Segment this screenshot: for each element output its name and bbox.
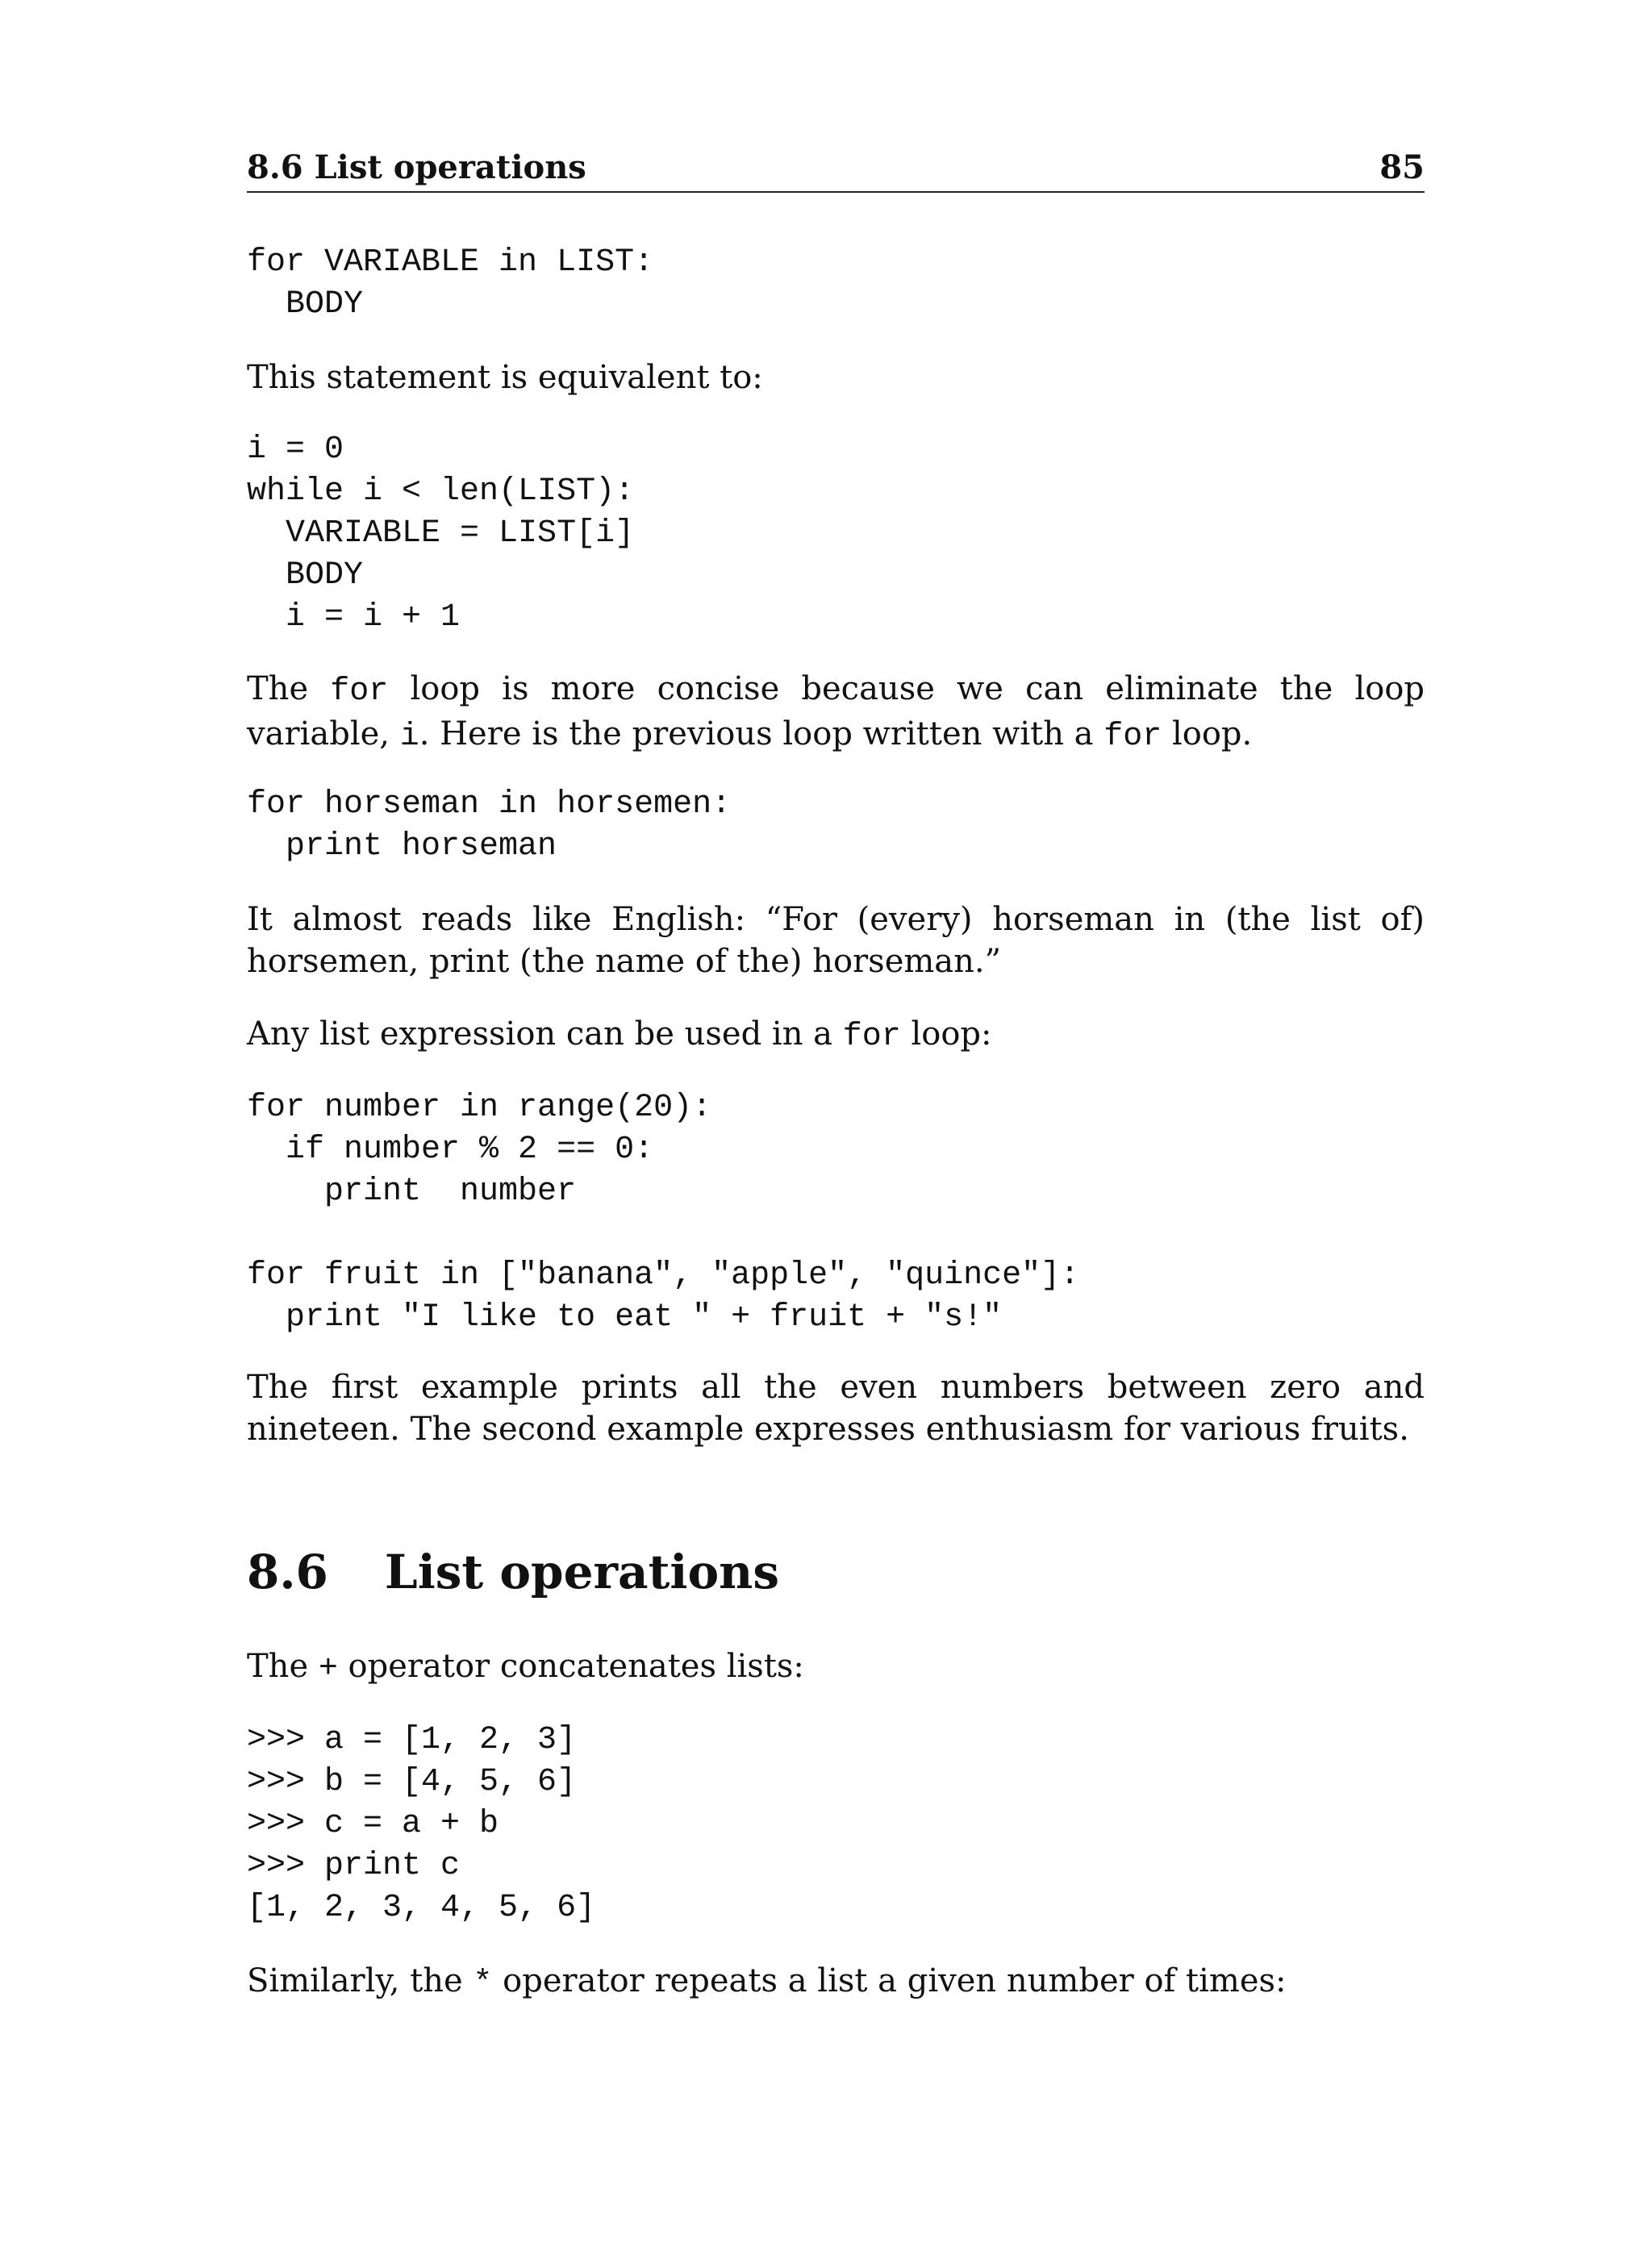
code-block-while-equivalent: i = 0 while i < len(LIST): VARIABLE = LIST[i] BODY i = i + 1 xyxy=(247,432,635,636)
code-block-range-and-fruit: for number in range(20): if number % 2 == 0: print number for fruit in ["banana", "apple", "quince"]: print "I like to eat " + fruit + "s!" xyxy=(247,1090,1080,1336)
inline-code-for: for xyxy=(330,673,389,710)
inline-code-for: for xyxy=(1103,719,1162,755)
section-title: List operations xyxy=(384,1545,779,1599)
inline-code-i: i xyxy=(399,719,419,755)
paragraph-equivalent: This statement is equivalent to: xyxy=(247,359,763,396)
section-heading xyxy=(247,1545,779,1599)
inline-code-star: * xyxy=(473,1966,493,2002)
paragraph-for-concise: The for loop is more concise because we can eliminate the loop variable, i. Here is the previous loop written with a for loop. xyxy=(247,670,1425,755)
paragraph-star-operator: Similarly, the * operator repeats a list a given number of times: xyxy=(247,1962,1287,2002)
running-header xyxy=(247,148,1425,193)
paragraph-any-list-expression: Any list expression can be used in a for loop: xyxy=(247,1015,992,1055)
page-number: 85 xyxy=(1379,148,1425,186)
section-number: 8.6 xyxy=(247,1545,328,1599)
paragraph-reads-like-english: It almost reads like English: “For (every) horseman in (the list of) horsemen, print (the name of the) horseman.” xyxy=(247,901,1425,980)
header-section-title: 8.6 List operations xyxy=(247,148,586,186)
inline-code-for: for xyxy=(842,1019,901,1055)
paragraph-examples-explained: The first example prints all the even numbers between zero and nineteen. The second example expresses enthusiasm for various fruits. xyxy=(247,1369,1425,1448)
inline-code-plus: + xyxy=(318,1651,338,1687)
paragraph-plus-operator: The + operator concatenates lists: xyxy=(247,1648,804,1687)
code-block-horsemen: for horseman in horsemen: print horseman xyxy=(247,786,732,865)
code-block-for-syntax: for VARIABLE in LIST: BODY xyxy=(247,244,654,323)
code-block-concatenate: >>> a = [1, 2, 3] >>> b = [4, 5, 6] >>> c = a + b >>> print c [1, 2, 3, 4, 5, 6] xyxy=(247,1722,596,1926)
